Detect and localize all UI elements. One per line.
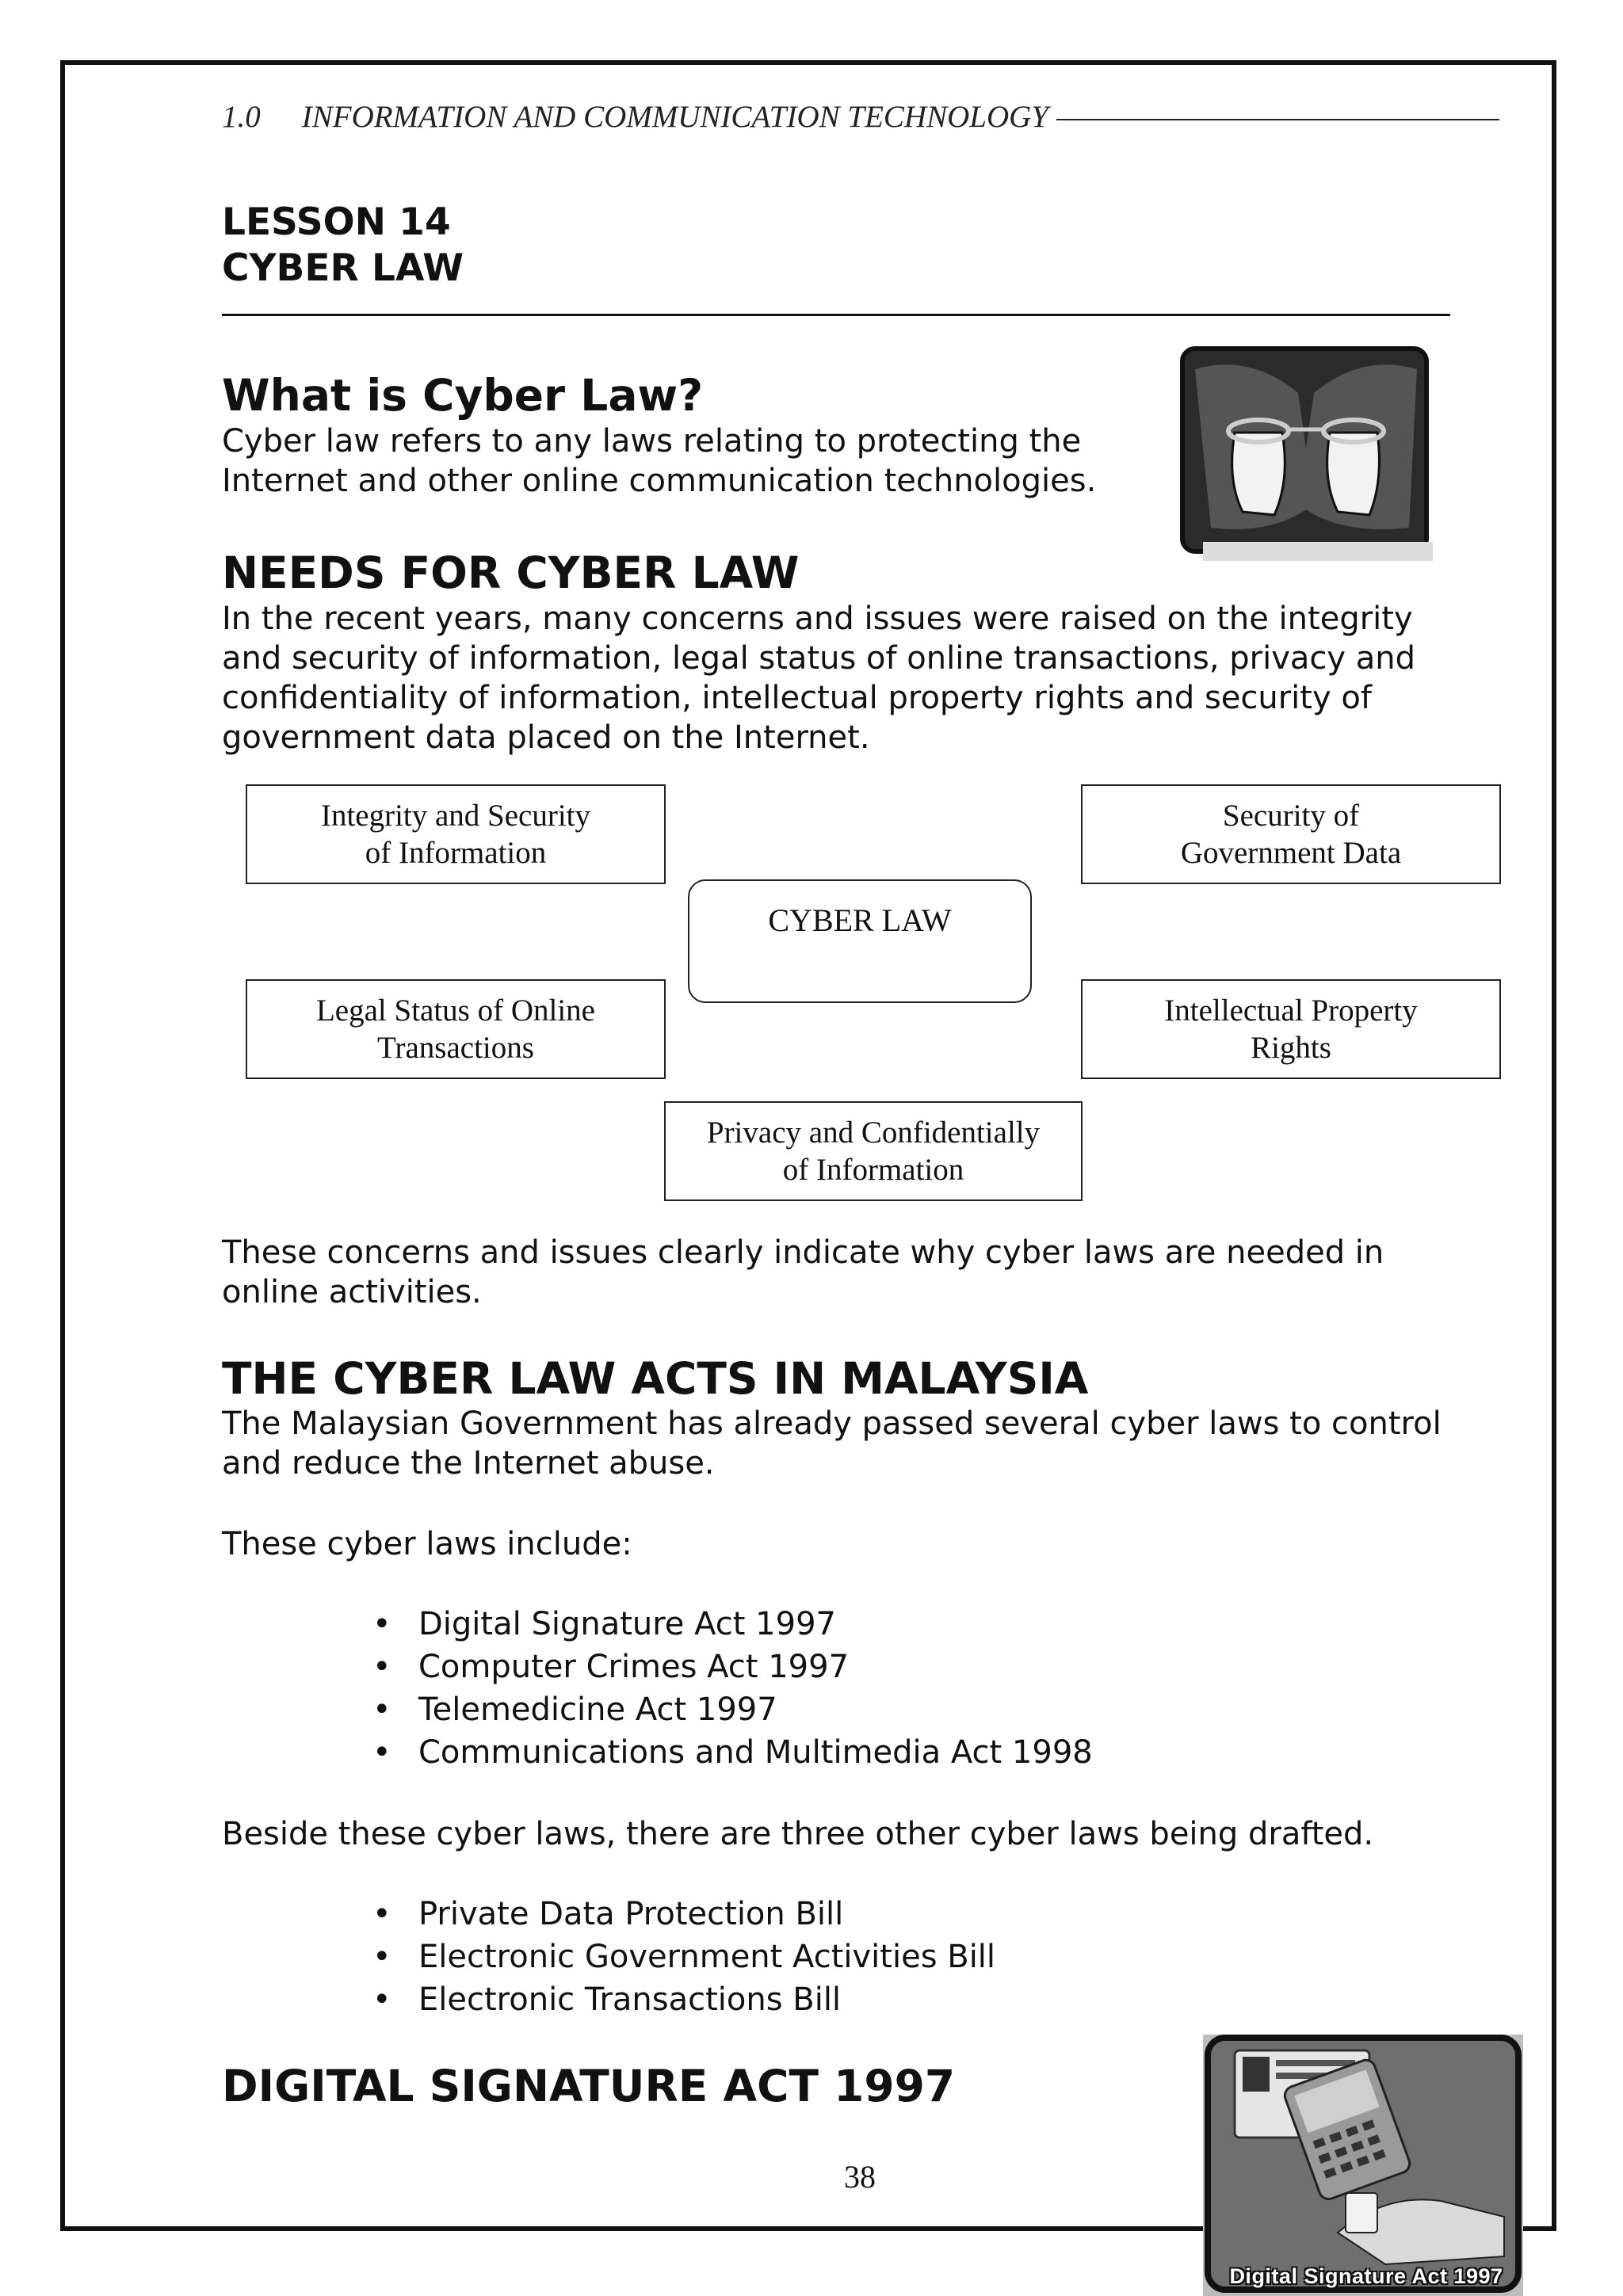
lesson-divider	[222, 314, 1450, 316]
concerns-paragraph	[222, 1233, 1384, 1312]
concerns-line-2: online activities.	[222, 1274, 482, 1310]
box-ip-line-2: Rights	[1251, 1031, 1331, 1065]
list-item: • Communications and Multimedia Act 1998	[372, 1731, 1093, 1774]
lesson-heading	[222, 200, 464, 292]
concerns-line-1: These concerns and issues clearly indicate why cyber laws are needed in	[222, 1234, 1384, 1271]
needs-line-1: In the recent years, many concerns and issues were raised on the integrity	[222, 601, 1413, 637]
box-intellectual-property	[1081, 979, 1501, 1079]
drafted-bills-list	[372, 1893, 995, 2021]
acts-intro-line-1: The Malaysian Government has already passed several cyber laws to control	[222, 1405, 1442, 1442]
acts-include-label: These cyber laws include:	[222, 1526, 632, 1562]
needs-line-4: government data placed on the Internet.	[222, 719, 870, 756]
what-is-section	[222, 369, 1096, 501]
dsa-heading: DIGITAL SIGNATURE ACT 1997	[222, 2061, 956, 2111]
needs-section	[222, 547, 1415, 757]
box-ip-line-1: Intellectual Property	[1164, 994, 1418, 1028]
box-privacy	[664, 1101, 1083, 1201]
box-privacy-line-1: Privacy and Confidentially	[706, 1116, 1041, 1150]
box-government-data	[1081, 784, 1501, 884]
page-number: 38	[844, 2159, 876, 2195]
box-privacy-line-2: of Information	[782, 1153, 964, 1187]
dsa-image-caption: Digital Signature Act 1997	[1229, 2264, 1503, 2288]
list-item: • Computer Crimes Act 1997	[372, 1646, 1093, 1688]
passed-acts-list	[372, 1603, 1093, 1774]
section-title: INFORMATION AND COMMUNICATION TECHNOLOGY	[301, 99, 1048, 134]
center-label: CYBER LAW	[768, 902, 952, 938]
list-item: • Telemedicine Act 1997	[372, 1688, 1093, 1731]
running-header	[222, 97, 1499, 136]
box-legal-line-2: Transactions	[377, 1031, 534, 1065]
box-integrity-line-1: Integrity and Security	[320, 799, 591, 833]
needs-line-3: confidentiality of information, intellectual property rights and security of	[222, 680, 1372, 716]
center-cyber-law	[688, 879, 1032, 1003]
what-is-line-1: Cyber law refers to any laws relating to protecting the	[222, 423, 1082, 460]
box-integrity	[246, 784, 666, 884]
list-item: • Private Data Protection Bill	[372, 1893, 995, 1936]
dsa-section	[222, 2058, 955, 2114]
needs-heading: NEEDS FOR CYBER LAW	[222, 547, 800, 598]
box-gov-line-1: Security of	[1222, 799, 1360, 833]
handcuffed-hands-illustration	[1179, 345, 1434, 563]
needs-line-2: and security of information, legal status of online transactions, privacy and	[222, 640, 1416, 677]
drafted-intro: Beside these cyber laws, there are three other cyber laws being drafted.	[222, 1816, 1374, 1852]
what-is-line-2: Internet and other online communication technologies.	[222, 463, 1097, 499]
list-item: • Electronic Transactions Bill	[372, 1978, 995, 2021]
box-legal-line-1: Legal Status of Online	[315, 994, 595, 1028]
section-number: 1.0	[222, 99, 261, 134]
header-rule	[1056, 119, 1499, 120]
box-integrity-line-2: of Information	[365, 836, 547, 870]
lesson-number: LESSON 14	[222, 200, 451, 244]
acts-section	[222, 1353, 1442, 1483]
lesson-title: CYBER LAW	[222, 246, 464, 290]
list-item: • Electronic Government Activities Bill	[372, 1936, 995, 1978]
box-gov-line-2: Government Data	[1180, 836, 1402, 870]
acts-intro-line-2: and reduce the Internet abuse.	[222, 1445, 715, 1482]
box-legal-status	[246, 979, 666, 1079]
list-item: • Digital Signature Act 1997	[372, 1603, 1093, 1646]
what-is-heading: What is Cyber Law?	[222, 370, 704, 421]
acts-heading: THE CYBER LAW ACTS IN MALAYSIA	[222, 1353, 1089, 1404]
